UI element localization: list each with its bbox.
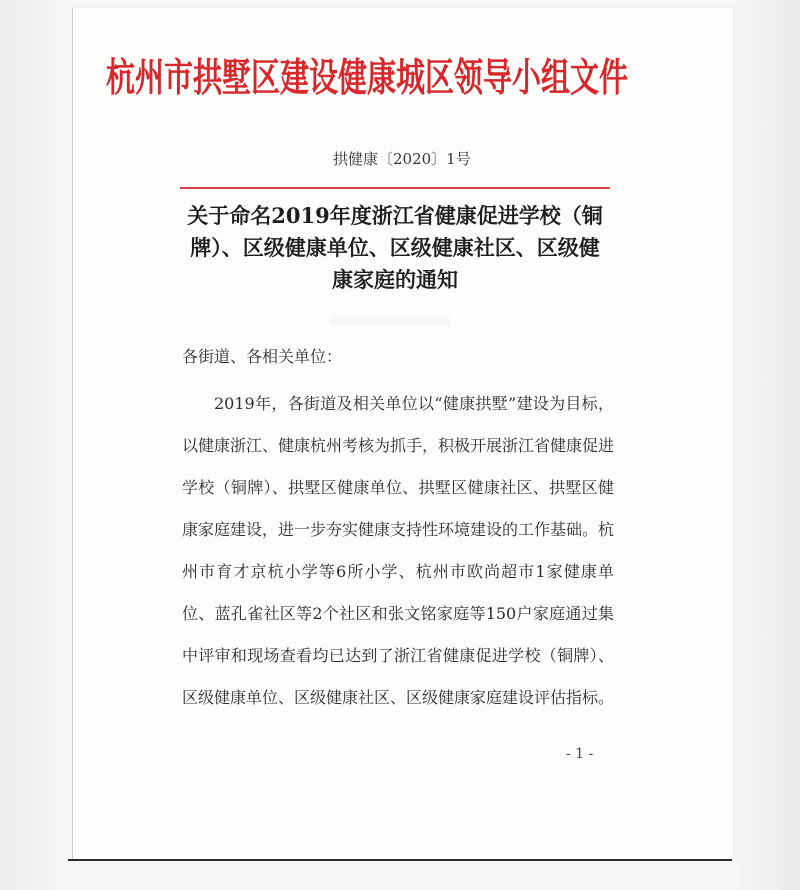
document-number: 拱健康〔2020〕1号	[333, 150, 471, 168]
scan-edge-right	[730, 0, 800, 890]
scan-edge-left	[0, 0, 70, 890]
red-divider-line	[180, 187, 610, 189]
bleed-through-mark	[330, 316, 450, 326]
bottom-edge-line	[68, 859, 732, 861]
document-header-title: 杭州市拱墅区建设健康城区领导小组文件	[106, 54, 629, 101]
body-paragraph: 2019年，各街道及相关单位以“健康拱墅”建设为目标，以健康浙江、健康杭州考核为抓手，积极开展浙江省健康促进学校（铜牌）、拱墅区健康单位、拱墅区健康社区、拱墅区健康家庭建设，进一步夯实健康支持性环境建设的工作基础。杭州市育才京杭小学等6所小学、杭州市欧尚超市1家健康单位、蓝孔雀社区等2个社区和张文铭家庭等150户家庭通过集中评审和现场查看均已达到了浙江省健康促进学校（铜牌）、区级健康单位、区级健康社区、区级健康家庭建设评估指标。	[182, 394, 615, 707]
notice-title: 关于命名2019年度浙江省健康促进学校（铜牌）、区级健康单位、区级健康社区、区级健康家庭的通知	[187, 203, 603, 292]
page-number: - 1 -	[566, 746, 594, 762]
salutation: 各街道、各相关单位：	[182, 347, 343, 366]
